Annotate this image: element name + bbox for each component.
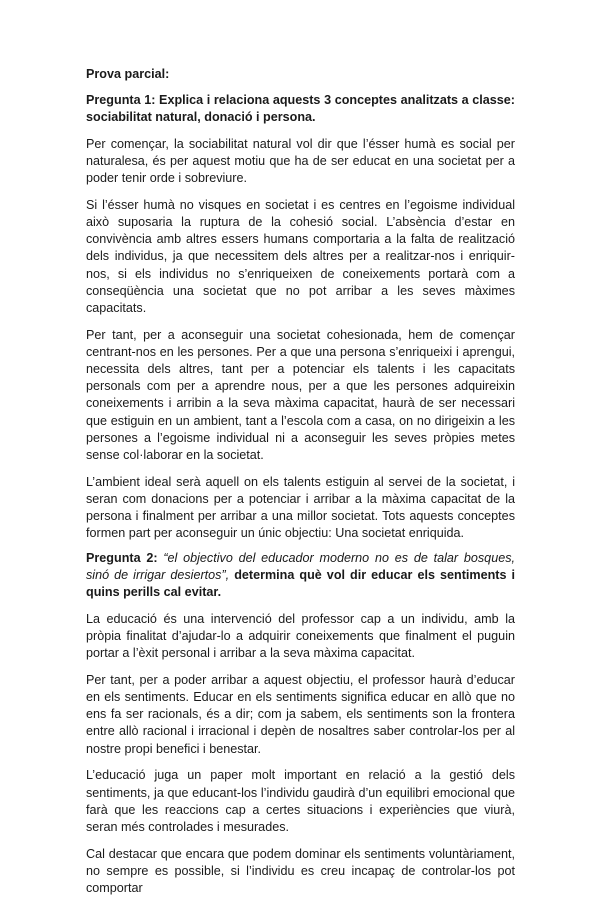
answer-1-paragraph-3: Per tant, per a aconseguir una societat cohesionada, hem de començar centrant-nos en les persones. Per a que una persona s’enriqueixi i aprengui, necessita dels altres, tant per a potenciar els talents i les capacitats personals com per a aprendre nous, per a que les persones adquireixin coneixements i arribin a la seva màxima capacitat, haurà de ser necessari que estiguin en un ambient, tant a l’escola com a casa, on no dirigeixin a les persones a l’egoisme individual ni a aconseguir les seves pròpies metes sense col·laborar en la societat.	[86, 327, 515, 463]
answer-1-paragraph-2: Si l’ésser humà no visques en societat i es centres en l’egoisme individual això suposaria la ruptura de la cohesió social. L’absència d’estar en convivència amb altres essers humans comportaria a la falta de realització dels individus, ja que necessitem dels altres per a realitzar-nos i enriquir-nos, si els individus no s’enriqueixen de coneixements portarà com a conseqüència una societat que no pot arribar a les seves màximes capacitats.	[86, 197, 515, 315]
answer-1-paragraph-1: Per començar, la sociabilitat natural vol dir que l’ésser humà es social per naturalesa, és per aquest motiu que ha de ser educat en una societat per a poder tenir orde i sobreviure.	[86, 136, 515, 186]
document-page	[86, 66, 515, 907]
question-2-quote: “el objectivo del educador moderno no es de talar bosques, sinó de irrigar desiertos”,	[86, 551, 515, 583]
question-1: Pregunta 1: Explica i relaciona aquests 3 conceptes analitzats a classe: sociabilitat natural, donació i persona.	[86, 93, 515, 125]
answer-2-paragraph-2: Per tant, per a poder arribar a aquest objectiu, el professor haurà d’educar en els sentiments. Educar en els sentiments significa educar en allò que no ens fa ser racionals, és a dir; com ja sabem, els sentiments son la frontera entre allò racional i irracional i depèn de nosaltres saber controlar-los per al nostre propi benefici i benestar.	[86, 672, 515, 756]
question-2-text: determina què vol dir educar els sentiments i quins perills cal evitar.	[86, 568, 515, 600]
question-2	[86, 550, 515, 602]
question-2-label: Pregunta 2:	[86, 551, 158, 566]
answer-2-paragraph-4: Cal destacar que encara que podem dominar els sentiments voluntàriament, no sempre es possible, si l’individu es creu incapaç de controlar-los pot comportar	[86, 846, 515, 896]
page-title: Prova parcial:	[86, 67, 170, 81]
answer-1-paragraph-4: L’ambient ideal serà aquell on els talents estiguin al servei de la societat, i seran com donacions per a potenciar i arribar a la màxima capacitat de la persona i finalment per arribar a una millor societat. Tots aquests conceptes formen part per aconseguir un únic objectiu: Una societat enriquida.	[86, 474, 515, 541]
answer-2-paragraph-3: L’educació juga un paper molt important en relació a la gestió dels sentiments, ja que educant-los l’individu gaudirà d’un equilibri emocional que farà que les reaccions cap a certes situacions i experiències que viurà, seran més controlades i mesurades.	[86, 768, 515, 834]
answer-2-paragraph-1: La educació és una intervenció del professor cap a un individu, amb la pròpia finalitat d’ajudar-lo a adquirir coneixements que finalment el puguin portar a l’èxit personal i arribar a la seva màxima capacitat.	[86, 611, 515, 661]
